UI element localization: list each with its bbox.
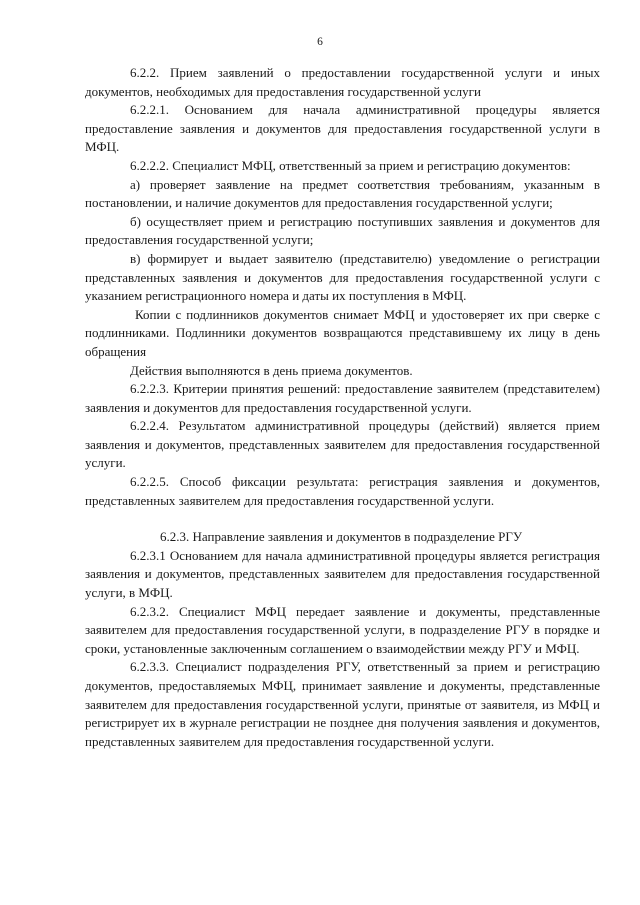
paragraph-item-v: в) формирует и выдает заявителю (представителю) уведомление о регистрации представленных заявления и документов для предоставления государственной услуги с указанием регистрационного номера и даты их поступления в МФЦ. — [85, 250, 600, 304]
paragraph-6-2-2-heading: 6.2.2. Прием заявлений о предоставлении государственной услуги и иных документов, необходимых для предоставления государственной услуги — [85, 65, 600, 99]
paragraph-item-a: а) проверяет заявление на предмет соответствия требованиям, указанным в постановлении, и наличие документов для предоставления государственной услуги; — [85, 176, 600, 211]
paragraph-6-2-2-5: 6.2.2.5. Способ фиксации результата: регистрация заявления и документов, представленных заявителем для предоставления государственной услуги. — [85, 474, 600, 508]
paragraph-6-2-2-2: 6.2.2.2. Специалист МФЦ, ответственный за прием и регистрацию документов: — [130, 157, 571, 173]
paragraph-actions-day: Действия выполняются в день приема документов. — [130, 362, 413, 378]
paragraph-item-b: б) осуществляет прием и регистрацию поступивших заявления и документов для предоставления государственной услуги; — [85, 213, 600, 248]
page-number: 6 — [317, 36, 323, 48]
paragraph-6-2-3-3: 6.2.3.3. Специалист подразделения РГУ, ответственный за прием и регистрацию документов, предоставляемых МФЦ, принимает заявление и документы, представленные заявителем для предоставления государственной услуги, принятые от заявителя, из МФЦ и регистрирует их в журнале регистрации не позднее дня получения заявления и документов, представленных заявителем для предоставления государственной услуги. — [85, 659, 600, 749]
paragraph-6-2-3-heading: 6.2.3. Направление заявления и документов в подразделение РГУ — [160, 529, 523, 545]
paragraph-6-2-2-1: 6.2.2.1. Основанием для начала административной процедуры является предоставление заявления и документов для предоставления государственной услуги в МФЦ. — [85, 102, 600, 155]
paragraph-6-2-3-1: 6.2.3.1 Основанием для начала административной процедуры является регистрация заявления и документов, представленных заявителем для предоставления государственной услуги, в МФЦ. — [85, 547, 600, 601]
paragraph-6-2-2-3: 6.2.2.3. Критерии принятия решений: предоставление заявителем (представителем) заявления и документов для предоставления государственной услуги. — [85, 381, 600, 415]
paragraph-copies: Копии с подлинников документов снимает МФЦ и удостоверяет их при сверке с подлинниками. Подлинники документов возвращаются представившему их лицу в день обращения — [85, 306, 600, 359]
paragraph-6-2-3-2: 6.2.3.2. Специалист МФЦ передает заявление и документы, представленные заявителем для предоставления государственной услуги, в подразделение РГУ в порядке и сроки, установленные заключенным соглашением о взаимодействии между РГУ и МФЦ. — [85, 603, 600, 656]
paragraph-6-2-2-4: 6.2.2.4. Результатом административной процедуры (действий) является прием заявления и документов, представленных заявителем для предоставления государственной услуги. — [85, 418, 600, 471]
document-body — [85, 64, 600, 751]
